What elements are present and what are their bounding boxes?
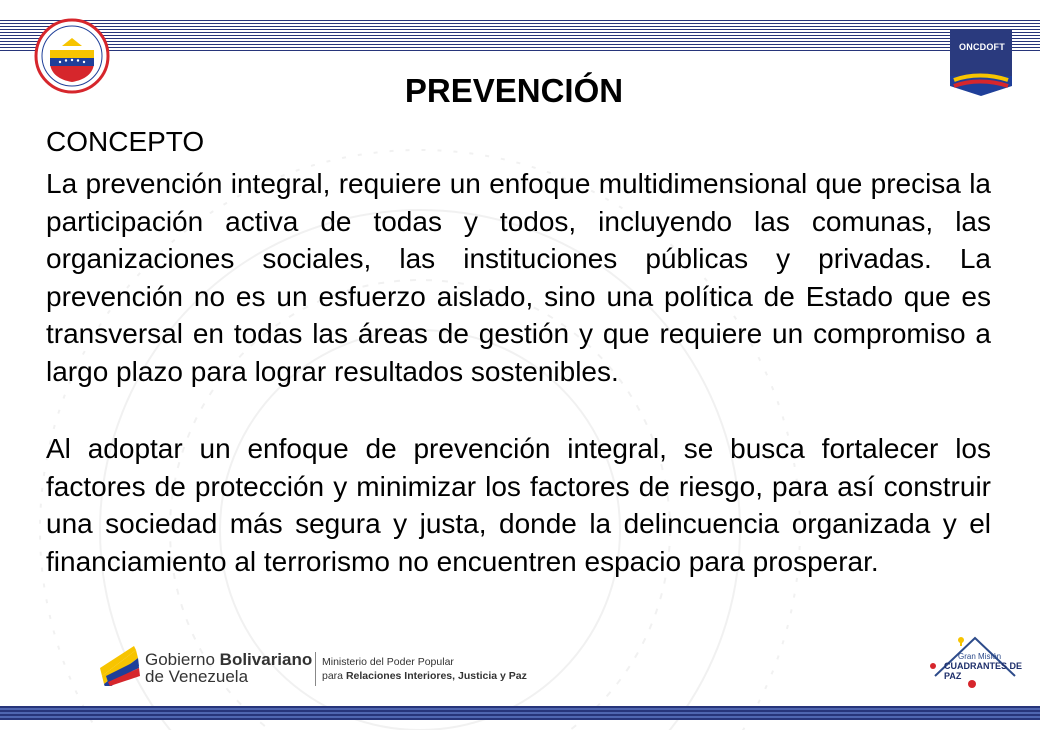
ministerio-label: [322, 655, 527, 683]
footer-bar: [0, 706, 1040, 720]
oncdoft-label: ONCDOFT: [959, 42, 1005, 52]
ministerio-line1: Ministerio del Poder Popular: [322, 656, 454, 668]
ministerio-prefix: para: [322, 670, 346, 682]
gobierno-bold: Bolivariano: [219, 650, 313, 669]
concept-paragraph-1: La prevención integral, requiere un enfoque multidimensional que precisa la participación activa de todas y todos, incluyendo las comunas, las organizaciones sociales, las instituciones públicas y privadas. La prevención no es un esfuerzo aislado, sino una política de Estado que es transversal en todas las áreas de gestión y que requiere un compromiso a largo plazo para lograr resultados sostenibles.: [46, 168, 991, 387]
gran-mision-small: Gran Misión: [958, 652, 1002, 661]
gobierno-prefix: Gobierno: [145, 650, 220, 669]
ministerio-bold: Relaciones Interiores, Justicia y Paz: [345, 670, 527, 682]
gran-mision-big: CUADRANTES DE PAZ: [944, 661, 1023, 681]
gobierno-line2: de Venezuela: [145, 667, 249, 686]
concept-heading: CONCEPTO: [46, 126, 205, 157]
gobierno-bolivariano-label: [145, 651, 312, 685]
footer-divider: [315, 652, 316, 686]
venezuela-flag-icon: [100, 646, 140, 686]
concept-paragraph-2: Al adoptar un enfoque de prevención integral, se busca fortalecer los factores de protección y minimizar los factores de riesgo, para así construir una sociedad más segura y justa, donde la delincuencia organizada y el financiamiento al terrorismo no encuentren espacio para prosperar.: [46, 433, 991, 577]
header-stripes: [0, 20, 1040, 52]
page-title: PREVENCIÓN: [404, 72, 624, 109]
